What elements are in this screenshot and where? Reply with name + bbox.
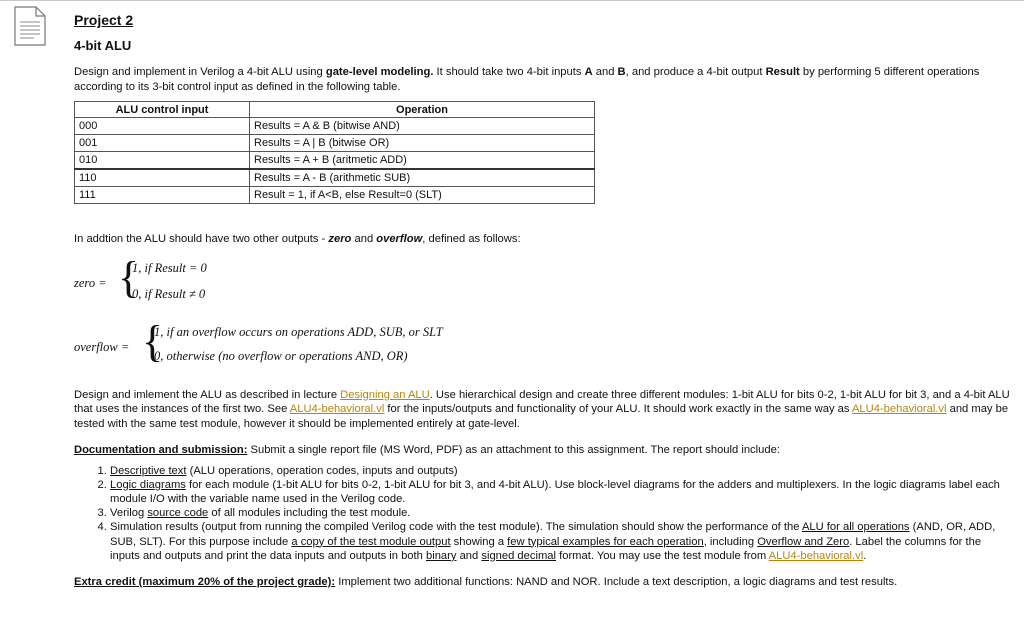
documentation-paragraph: Documentation and submission: Submit a single report file (MS Word, PDF) as an attachment to this assignment. The report should include: (74, 444, 780, 456)
table-row (75, 169, 595, 187)
table-cell: Results = A - B (arithmetic SUB) (250, 169, 595, 187)
overflow-case-2: 0, otherwise (no overflow or operations AND, OR) (154, 348, 408, 363)
zero-case-2: 0, if Result ≠ 0 (132, 286, 206, 301)
brace-icon: { (118, 252, 140, 302)
table-cell: Results = A + B (aritmetic ADD) (250, 152, 595, 170)
extra-credit-paragraph: Extra credit (maximum 20% of the project grade): Implement two additional functions: NAND and NOR. Include a text description, a logic diagrams and test results. (74, 575, 898, 588)
table-row (75, 118, 595, 135)
design-paragraph: Design and imlement the ALU as described in lecture Designing an ALU. Use hierarchical design and create three different modules: 1-bit ALU for bits 0-2, 1-bit ALU for bit 3, and a 4-bit ALU that uses the instances of the first two. See ALU4-behavioral.vl for the inputs/outputs and functionality of your ALU. It should work exactly in the same way as ALU4-behavioral.vl and may be tested with the same test module, however it should be implemented entirely at gate-level. (74, 388, 1010, 430)
list-item: 4. Simulation results (output from running the compiled Verilog code with the test module). The simulation should show the performance of the ALU for all operations (AND, OR, ADD, SUB, SLT). For this purpose include a copy of the test module output showing a few typical examples for each operation, including Overflow and Zero. Label the columns for the inputs and outputs and print the data inputs and outputs in both binary and signed decimal format. You may use the test module from ALU4-behavioral.vl. (110, 520, 1012, 563)
table-cell: 010 (75, 152, 250, 170)
table-header: Operation (250, 102, 595, 118)
extra-credit-heading: Extra credit (maximum 20% of the project grade): (74, 575, 336, 588)
page-title: Project 2 (74, 12, 134, 28)
table-row (75, 135, 595, 152)
document-body (74, 10, 1012, 589)
brace-icon: { (142, 316, 164, 366)
document-icon[interactable] (14, 6, 46, 49)
table-header-row (75, 102, 595, 118)
list-item: 3. Verilog source code of all modules including the test module. (110, 506, 1012, 520)
table-cell: 110 (75, 169, 250, 187)
overflow-label: overflow = (74, 339, 130, 354)
documentation-heading: Documentation and submission: (74, 444, 248, 456)
overflow-case-1: 1, if an overflow occurs on operations ADD, SUB, or SLT (154, 324, 443, 339)
outputs-paragraph: In addtion the ALU should have two other outputs - zero and overflow, defined as follows: (74, 233, 521, 245)
table-row (75, 187, 595, 204)
alu-control-table (74, 101, 595, 204)
table-cell: 111 (75, 187, 250, 204)
zero-formula (74, 252, 1012, 309)
table-cell: 000 (75, 118, 250, 135)
table-cell: 001 (75, 135, 250, 152)
table-cell: Result = 1, if A<B, else Result=0 (SLT) (250, 187, 595, 204)
alu4-behavioral-link[interactable]: ALU4-behavioral.vl (851, 403, 947, 415)
overflow-formula (74, 316, 1012, 373)
table-row (75, 152, 595, 170)
report-requirements-list (74, 464, 1012, 563)
table-cell: Results = A & B (bitwise AND) (250, 118, 595, 135)
alu4-behavioral-link[interactable]: ALU4-behavioral.vl (768, 549, 864, 562)
table-cell: Results = A | B (bitwise OR) (250, 135, 595, 152)
list-item: 2. Logic diagrams for each module (1-bit ALU for bits 0-2, 1-bit ALU for bit 3, and 4-bit ALU). Use block-level diagrams for the adders and multiplexers. In the logic diagrams label each module I/O with the variable name used in the Verilog code. (110, 478, 1012, 506)
designing-alu-link[interactable]: Designing an ALU (340, 388, 430, 401)
zero-case-1: 1, if Result = 0 (132, 260, 207, 275)
zero-label: zero = (74, 275, 107, 290)
intro-paragraph: Design and implement in Verilog a 4-bit ALU using gate-level modeling. It should take two 4-bit inputs A and B, and produce a 4-bit output Result by performing 5 different operations according to its 3-bit control input as defined in the following table. (74, 66, 980, 93)
top-border (0, 0, 1024, 1)
alu4-behavioral-link[interactable]: ALU4-behavioral.vl (289, 403, 385, 415)
page-subtitle: 4-bit ALU (74, 38, 132, 53)
list-item: 1. Descriptive text (ALU operations, operation codes, inputs and outputs) (110, 464, 1012, 478)
table-header: ALU control input (75, 102, 250, 118)
